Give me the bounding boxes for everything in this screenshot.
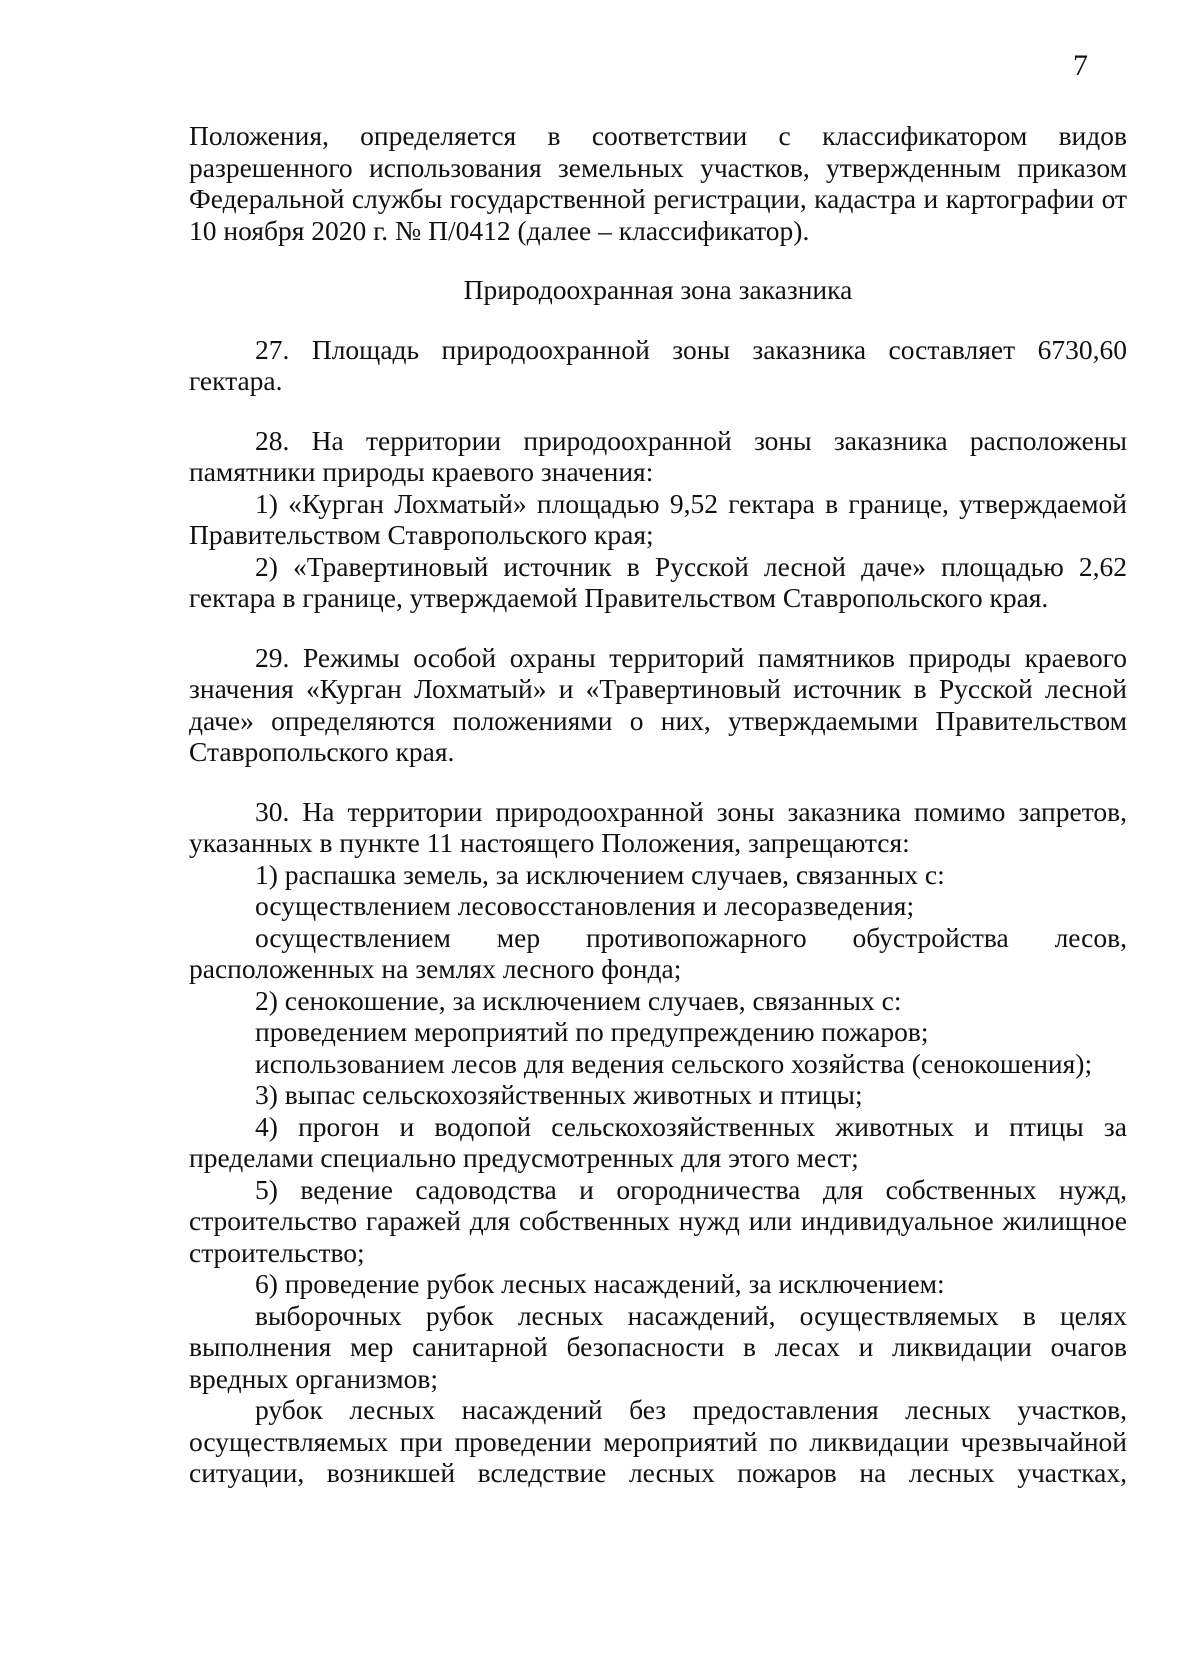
intro-paragraph: Положения, определяется в соответствии с классификатором видов разрешенного использования земельных участков, утвержденным приказом Федеральной службы государственной регистрации, кадастра и картографии от 10 ноября 2020 г. № П/0412 (далее – классификатор). [189,120,1127,246]
item-30-point-1: 1) распашка земель, за исключением случаев, связанных с: [255,858,945,890]
item-30-intro: 30. На территории природоохранной зоны заказника помимо запретов, указанных в пункте 11 настоящего Положения, запрещаются: [189,795,1127,858]
document-body [189,120,1127,1489]
item-28-intro: 28. На территории природоохранной зоны заказника расположены памятники природы краевого значения: [189,424,1127,487]
item-30-point-1-a: осуществлением лесовосстановления и лесоразведения; [255,890,915,921]
page-number: 7 [1073,49,1088,82]
item-27: 27. Площадь природоохранной зоны заказника составляет 6730,60 гектара. [189,333,1127,396]
item-30-point-5: 5) ведение садоводства и огородничества для собственных нужд, строительство гаражей для собственных нужд или индивидуальное жилищное строительство; [189,1173,1127,1268]
item-30-point-4: 4) прогон и водопой сельскохозяйственных животных и птицы за пределами специально предусмотренных для этого мест; [189,1110,1127,1173]
item-30-point-2-b: использованием лесов для ведения сельского хозяйства (сенокошения); [255,1047,1093,1079]
item-30-point-1-b: осуществлением мер противопожарного обустройства лесов, расположенных на землях лесного фонда; [189,921,1127,984]
item-30-point-6: 6) проведение рубок лесных насаждений, за исключением: [255,1268,945,1299]
item-30-point-2: 2) сенокошение, за исключением случаев, связанных с: [255,984,902,1016]
item-28-sub-2: 2) «Травертиновый источник в Русской лесной даче» площадью 2,62 гектара в границе, утверждаемой Правительством Ставропольского края. [189,550,1127,613]
item-30-point-6-a: выборочных рубок лесных насаждений, осуществляемых в целях выполнения мер санитарной безопасности в лесах и ликвидации очагов вредных организмов; [189,1299,1127,1394]
item-29: 29. Режимы особой охраны территорий памятников природы краевого значения «Курган Лохматый» и «Травертиновый источник в Русской лесной даче» определяются положениями о них, утверждаемыми Правительством Ставропольского края. [189,641,1127,767]
item-30-point-2-a: проведением мероприятий по предупреждению пожаров; [255,1016,929,1047]
item-30-point-6-b: рубок лесных насаждений без предоставления лесных участков, осуществляемых при проведении мероприятий по ликвидации чрезвычайной ситуации, возникшей вследствие лесных пожаров на лесных участках, [189,1394,1127,1488]
item-30-point-3: 3) выпас сельскохозяйственных животных и птицы; [255,1079,863,1110]
item-28-sub-1: 1) «Курган Лохматый» площадью 9,52 гектара в границе, утверждаемой Правительством Ставропольского края; [189,487,1127,550]
section-heading: Природоохранная зона заказника [463,274,853,305]
